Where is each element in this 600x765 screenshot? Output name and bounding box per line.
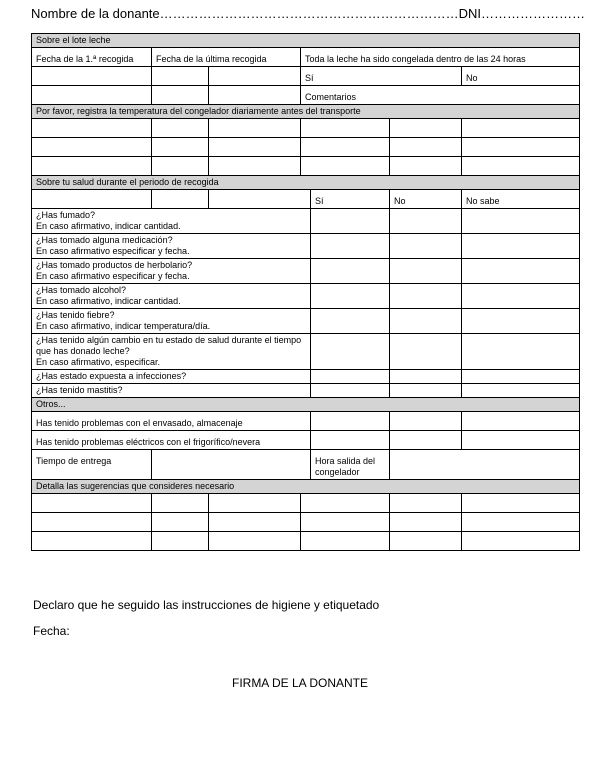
suggestion-cell[interactable] <box>209 532 301 551</box>
answer-unknown[interactable] <box>462 209 580 234</box>
temp-cell[interactable] <box>390 138 462 157</box>
temp-cell[interactable] <box>390 157 462 176</box>
temp-cell[interactable] <box>209 157 301 176</box>
suggestion-cell[interactable] <box>462 532 580 551</box>
answer-unknown[interactable] <box>462 259 580 284</box>
section-suggestions-title: Detalla las sugerencias que consideres necesario <box>32 480 580 494</box>
comments-label[interactable]: Comentarios <box>301 86 580 105</box>
question-medication: ¿Has tomado alguna medicación? En caso afirmativo especificar y fecha. <box>32 234 311 259</box>
question-fever: ¿Has tenido fiebre? En caso afirmativo, indicar temperatura/día. <box>32 309 311 334</box>
answer-yes[interactable] <box>311 284 390 309</box>
lote-empty-cell[interactable] <box>152 86 209 105</box>
first-collection-date-cell[interactable] <box>32 67 152 86</box>
temp-cell[interactable] <box>462 119 580 138</box>
answer-cell[interactable] <box>390 412 462 431</box>
temp-cell[interactable] <box>390 119 462 138</box>
question-mastitis: ¿Has tenido mastitis? <box>32 384 311 398</box>
suggestion-cell[interactable] <box>390 513 462 532</box>
donor-header <box>31 6 585 21</box>
last-collection-date-header: Fecha de la última recogida <box>152 48 301 67</box>
temp-cell[interactable] <box>301 119 390 138</box>
section-temperature-title: Por favor, registra la temperatura del congelador diariamente antes del transporte <box>32 105 580 119</box>
answer-yes[interactable] <box>311 209 390 234</box>
lote-empty-cell[interactable] <box>209 86 301 105</box>
temp-cell[interactable] <box>32 119 152 138</box>
temp-cell[interactable] <box>209 138 301 157</box>
answer-unknown[interactable] <box>462 370 580 384</box>
frozen-no-label[interactable]: No <box>462 67 580 86</box>
donation-form-table <box>31 33 580 551</box>
answer-cell[interactable] <box>462 431 580 450</box>
suggestion-cell[interactable] <box>152 494 209 513</box>
suggestion-cell[interactable] <box>152 513 209 532</box>
suggestion-cell[interactable] <box>462 513 580 532</box>
answer-cell[interactable] <box>311 412 390 431</box>
answer-unknown[interactable] <box>462 234 580 259</box>
date-label: Fecha: <box>33 624 70 638</box>
suggestion-cell[interactable] <box>32 494 152 513</box>
frozen-within-24h-header: Toda la leche ha sido congelada dentro de las 24 horas <box>301 48 580 67</box>
packaging-problems-label: Has tenido problemas con el envasado, almacenaje <box>32 412 311 431</box>
suggestion-cell[interactable] <box>301 494 390 513</box>
answer-no[interactable] <box>390 234 462 259</box>
answer-no[interactable] <box>390 284 462 309</box>
answer-cell[interactable] <box>390 431 462 450</box>
suggestion-cell[interactable] <box>209 513 301 532</box>
first-collection-date-header: Fecha de la 1.ª recogida <box>32 48 152 67</box>
donor-signature-label: FIRMA DE LA DONANTE <box>231 676 369 690</box>
answer-no[interactable] <box>390 370 462 384</box>
answer-cell[interactable] <box>462 412 580 431</box>
temp-cell[interactable] <box>152 157 209 176</box>
answer-yes[interactable] <box>311 309 390 334</box>
hygiene-declaration: Declaro que he seguido las instrucciones de higiene y etiquetado <box>33 598 380 612</box>
answer-no[interactable] <box>390 334 462 370</box>
health-unknown-header: No sabe <box>462 190 580 209</box>
health-empty-cell <box>32 190 152 209</box>
answer-unknown[interactable] <box>462 334 580 370</box>
question-smoking: ¿Has fumado? En caso afirmativo, indicar cantidad. <box>32 209 311 234</box>
answer-no[interactable] <box>390 209 462 234</box>
temp-cell[interactable] <box>301 157 390 176</box>
question-herbal: ¿Has tomado productos de herbolario? En caso afirmativo especificar y fecha. <box>32 259 311 284</box>
answer-yes[interactable] <box>311 234 390 259</box>
answer-yes[interactable] <box>311 334 390 370</box>
temp-cell[interactable] <box>32 138 152 157</box>
electrical-problems-label: Has tenido problemas eléctricos con el frigorífico/nevera <box>32 431 311 450</box>
delivery-time-label: Tiempo de entrega <box>32 450 152 480</box>
suggestion-cell[interactable] <box>152 532 209 551</box>
answer-yes[interactable] <box>311 259 390 284</box>
temp-cell[interactable] <box>301 138 390 157</box>
suggestion-cell[interactable] <box>32 532 152 551</box>
dni-field[interactable]: …………………… <box>481 6 586 21</box>
suggestion-cell[interactable] <box>301 532 390 551</box>
question-infections: ¿Has estado expuesta a infecciones? <box>32 370 311 384</box>
temp-cell[interactable] <box>209 119 301 138</box>
section-others-title: Otros... <box>32 398 580 412</box>
section-lote-title: Sobre el lote leche <box>32 34 580 48</box>
frozen-yes-label[interactable]: Sí <box>301 67 462 86</box>
suggestion-cell[interactable] <box>32 513 152 532</box>
temp-cell[interactable] <box>152 119 209 138</box>
health-yes-header: Sí <box>311 190 390 209</box>
health-empty-cell <box>152 190 209 209</box>
lote-empty-cell[interactable] <box>32 86 152 105</box>
answer-yes[interactable] <box>311 384 390 398</box>
last-collection-date-cell-a[interactable] <box>152 67 209 86</box>
suggestion-cell[interactable] <box>301 513 390 532</box>
donor-name-label: Nombre de la donante <box>31 6 160 21</box>
answer-no[interactable] <box>390 309 462 334</box>
answer-unknown[interactable] <box>462 284 580 309</box>
answer-yes[interactable] <box>311 370 390 384</box>
last-collection-date-cell-b[interactable] <box>209 67 301 86</box>
section-health-title: Sobre tu salud durante el periodo de recogida <box>32 176 580 190</box>
freezer-out-time-label: Hora salida del congelador <box>311 450 390 480</box>
suggestion-cell[interactable] <box>390 494 462 513</box>
question-alcohol: ¿Has tomado alcohol? En caso afirmativo, indicar cantidad. <box>32 284 311 309</box>
donor-name-field[interactable]: …………………………………………………………… <box>159 6 459 21</box>
dni-label: DNI <box>458 6 482 21</box>
temp-cell[interactable] <box>462 157 580 176</box>
suggestion-cell[interactable] <box>462 494 580 513</box>
answer-cell[interactable] <box>311 431 390 450</box>
answer-no[interactable] <box>390 384 462 398</box>
health-empty-cell <box>209 190 311 209</box>
suggestion-cell[interactable] <box>390 532 462 551</box>
suggestion-cell[interactable] <box>209 494 301 513</box>
question-health-change: ¿Has tenido algún cambio en tu estado de salud durante el tiempo que has donado leche? En caso afirmativo, especificar. <box>32 334 311 370</box>
temp-cell[interactable] <box>32 157 152 176</box>
answer-no[interactable] <box>390 259 462 284</box>
health-no-header: No <box>390 190 462 209</box>
temp-cell[interactable] <box>462 138 580 157</box>
temp-cell[interactable] <box>152 138 209 157</box>
freezer-out-time-field[interactable] <box>390 450 580 480</box>
delivery-time-field[interactable] <box>152 450 311 480</box>
answer-unknown[interactable] <box>462 309 580 334</box>
answer-unknown[interactable] <box>462 384 580 398</box>
